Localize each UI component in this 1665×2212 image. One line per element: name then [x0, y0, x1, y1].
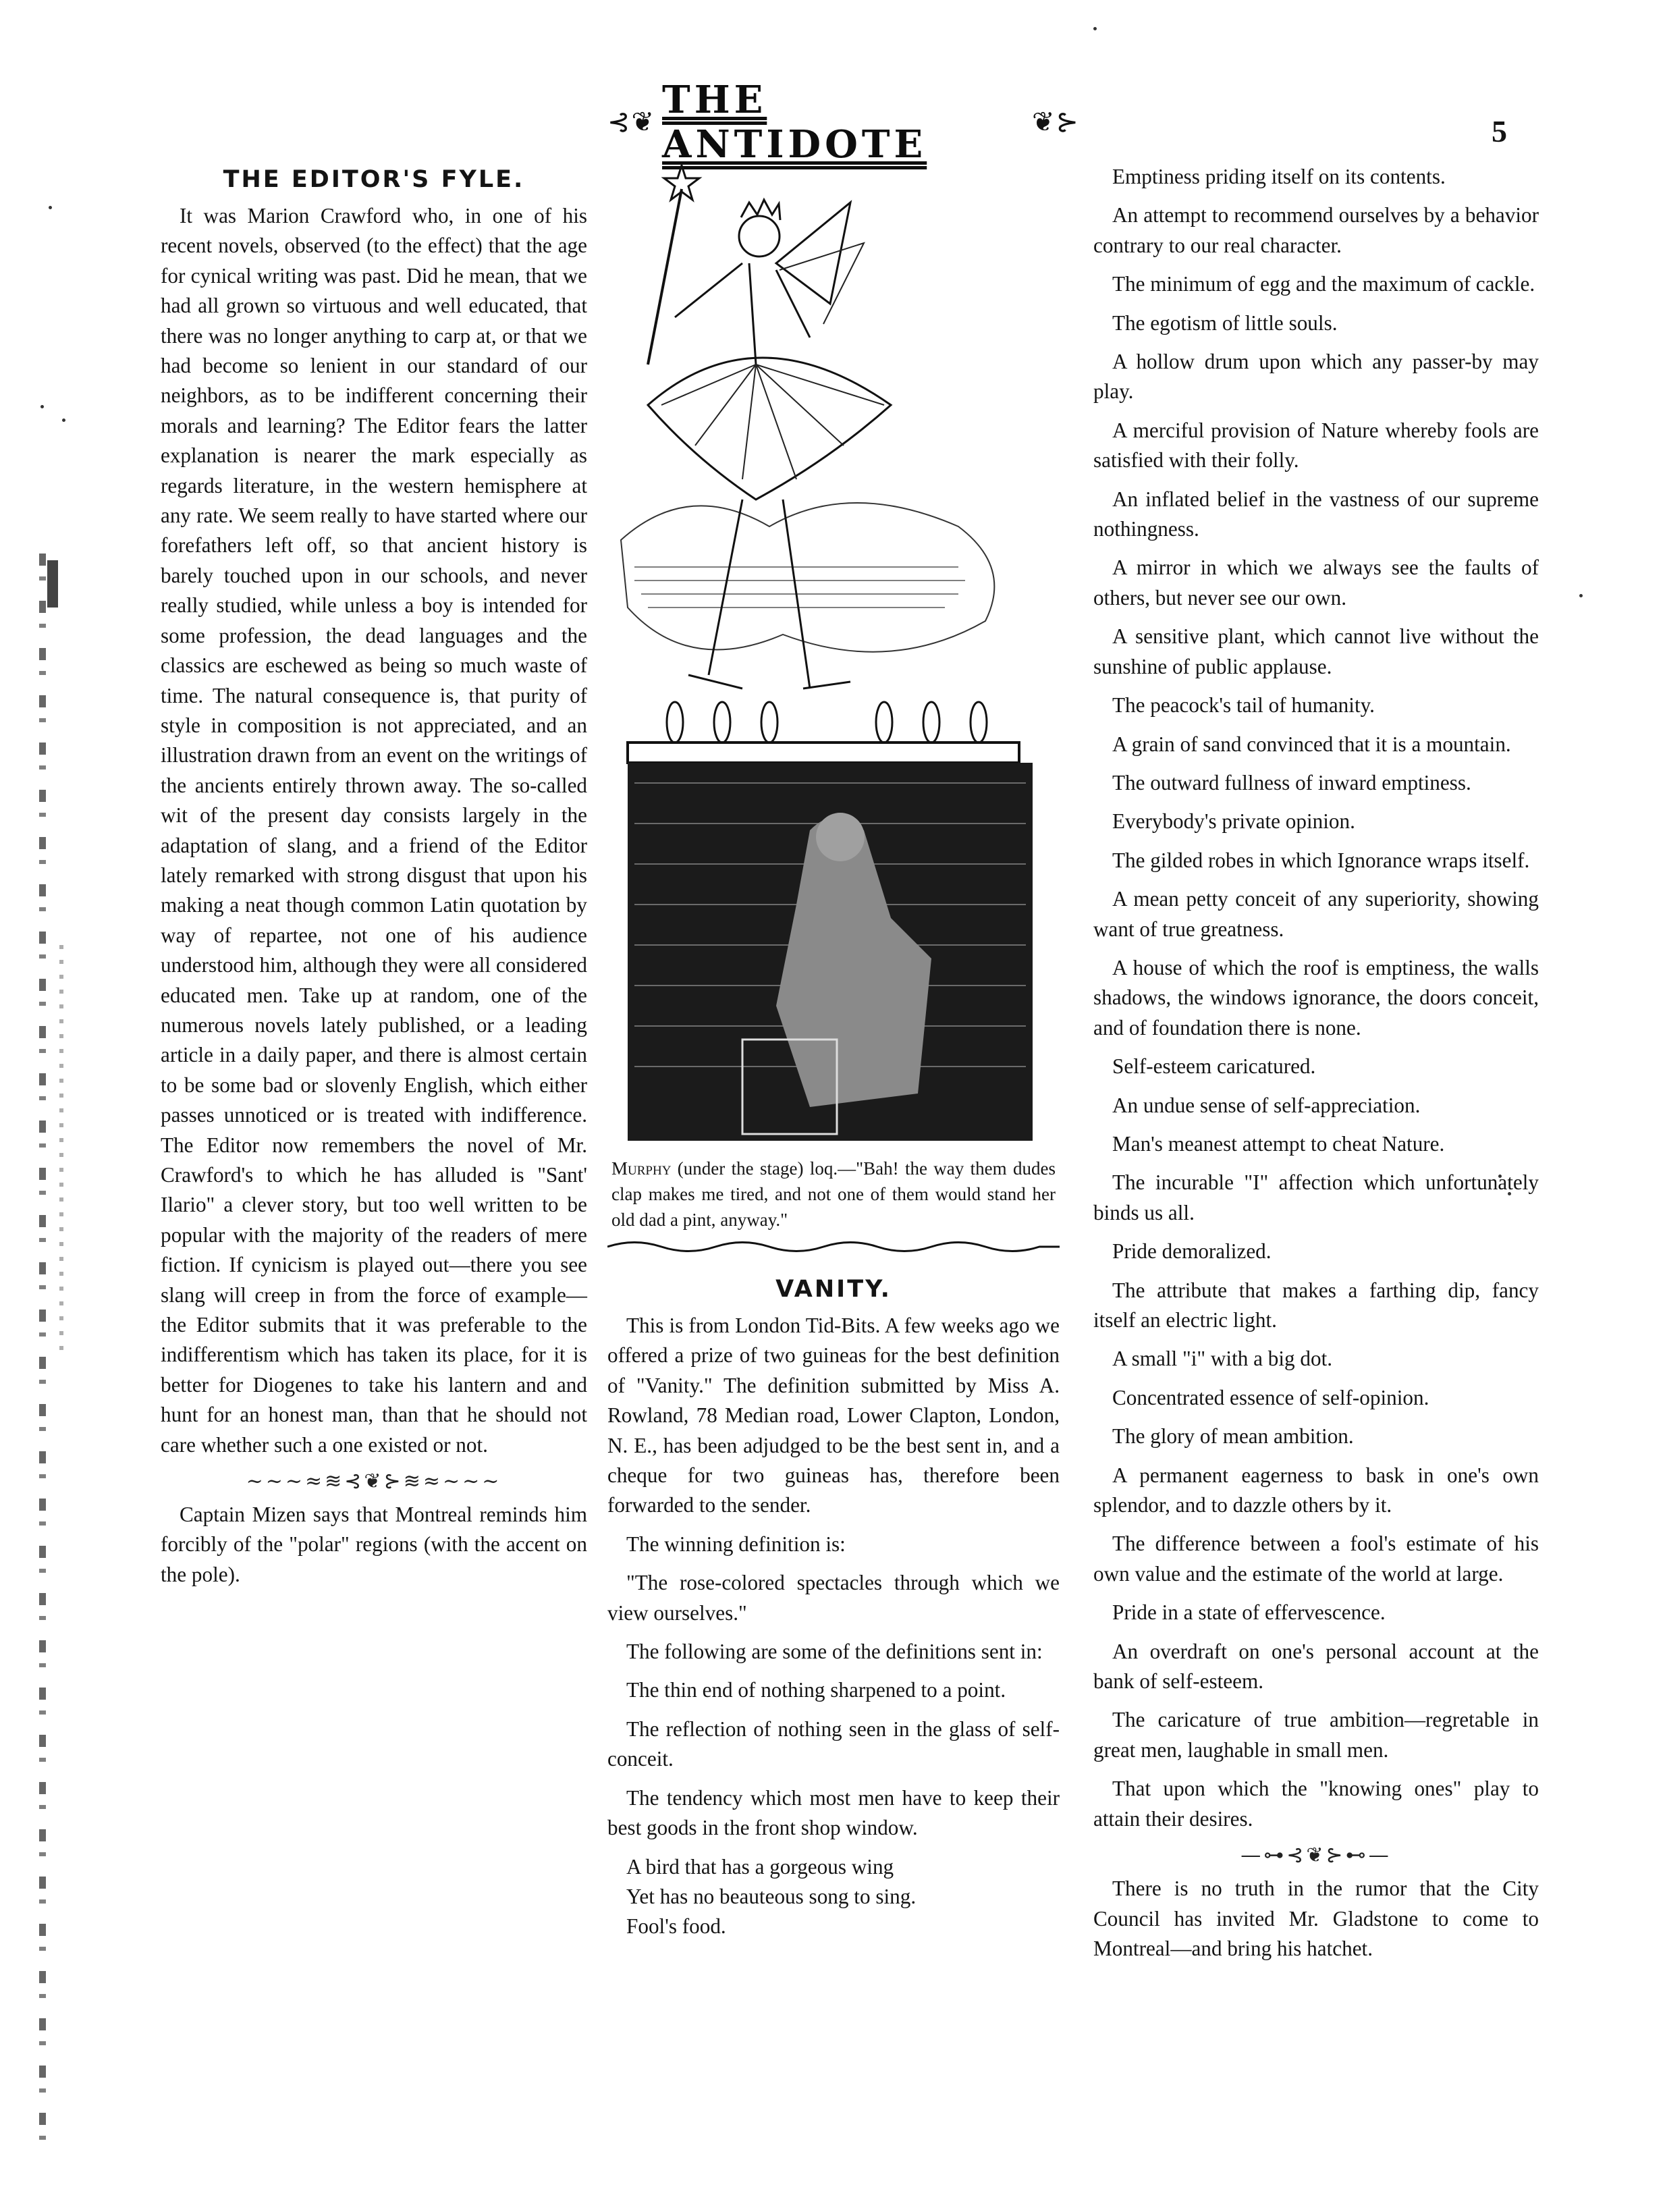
definition-item: A grain of sand convinced that it is a mountain.	[1112, 732, 1511, 756]
editors-fyle-heading: THE EDITOR'S FYLE.	[223, 166, 525, 193]
column-1	[161, 162, 587, 1596]
winning-definition: "The rose-colored spectacles through which we view ourselves."	[607, 1571, 1060, 1625]
definition-item: The reflection of nothing seen in the glass of self-conceit.	[607, 1717, 1060, 1771]
editors-fyle-article: It was Marion Crawford who, in one of his recent novels, observed (to the effect) that the age for cynical writing was past. Did he mean, that we had all grown so virtuous and well educated, that there was no longer anything to carp at, or that we had become so lenient in our standard of our neighbors, as to be indifferent concerning their morals and learning? The Editor fears the latter explanation is nearer the mark especially as regards literature, in the western hemisphere at any rate. We seem really to have started where our forefathers left off, so that ancient history is barely touched upon in our schools, and never really studied, while unless a boy is intended for some profession, the dead languages and the classics are eschewed as being so much waste of time. The natural consequence is, that purity of style in composition is not appreciated, and an illustration drawn from an event on the writings of the ancients entirely thrown away. The so-called wit of the present day consists largely in the adaptation of slang, and a friend of the Editor lately remarked with strong disgust that upon his making a neat though common Latin quotation by way of repartee, not one of his audience understood him, although they were all considered educated men. Take up at random, one of the numerous novels lately published, or a leading article in a daily paper, and there is almost certain to be some bad or slovenly English, which either passes unnoticed or is treated with indifference. The Editor now remembers the novel of Mr. Crawford's to which he has alluded is "Sant' Ilario" a clever story, but too well written to be popular with the majority of the readers of mere fiction. If cynicism is played out—there you see slang will creep in from the force of example—the Editor submits that it was preferable to the indifferentism which has taken its place, for it is better for Diogenes to take his lantern and and hunt for an honest man, than that he should not care whether such a one existed or not.	[161, 204, 587, 1457]
definition-item: An undue sense of self-appreciation.	[1112, 1093, 1421, 1117]
definition-item: A mean petty conceit of any superiority, showing want of true greatness.	[1093, 887, 1539, 941]
gladstone-note: There is no truth in the rumor that the City Council has invited Mr. Gladstone to come to Montreal—and bring his hatchet.	[1093, 1877, 1539, 1960]
definition-item: An overdraft on one's personal account at the bank of self-esteem.	[1093, 1639, 1539, 1694]
illustration-engraving	[607, 162, 1060, 1148]
page-number: 5	[1492, 114, 1507, 149]
masthead	[607, 78, 1080, 167]
vanity-intro: This is from London Tid-Bits. A few weeks ago we offered a prize of two guineas for the best definition of "Vanity." The definition submitted by Miss A. Rowland, 78 Median road, Lower Clapton, London, N. E., has been adjudged to be the best sent in, and a cheque for two guineas has, therefore been forwarded to the sender.	[607, 1314, 1060, 1517]
definition-item: An attempt to recommend ourselves by a behavior contrary to our real character.	[1093, 203, 1539, 257]
definition-item: A small "i" with a big dot.	[1112, 1347, 1333, 1371]
masthead-ornament-left: ⊰❦	[607, 107, 656, 138]
definition-item: That upon which the "knowing ones" play to attain their desires.	[1093, 1777, 1539, 1831]
masthead-ornament-right: ❦⊱	[1031, 107, 1080, 138]
couplet-line-1: A bird that has a gorgeous wing	[626, 1854, 894, 1879]
section-divider: ~~~≈≋⊰❦⊱≋≈~~~	[246, 1469, 502, 1494]
definition-item: The difference between a fool's estimate of his own value and the estimate of the world at large.	[1093, 1532, 1539, 1586]
definition-item: An inflated belief in the vastness of our supreme nothingness.	[1093, 487, 1539, 541]
winning-label: The winning definition is:	[626, 1532, 846, 1556]
illustration-caption	[611, 1156, 1056, 1233]
definition-item: The egotism of little souls.	[1112, 311, 1338, 335]
caption-speaker: Murphy	[611, 1158, 672, 1179]
wavy-rule	[607, 1238, 1060, 1256]
definition-item: A hollow drum upon which any passer-by may play.	[1093, 350, 1539, 404]
definition-item: A mirror in which we always see the faults of others, but never see our own.	[1093, 556, 1539, 610]
definition-item: A merciful provision of Nature whereby fools are satisfied with their folly.	[1093, 418, 1539, 473]
couplet-line-2: Yet has no beauteous song to sing.	[626, 1884, 917, 1908]
definition-item: Everybody's private opinion.	[1112, 809, 1355, 834]
section-divider: —⊶⊰❦⊱⊷—	[1240, 1843, 1392, 1868]
definition-item: Pride in a state of effervescence.	[1112, 1600, 1386, 1625]
definition-item: The caricature of true ambition—regretable in great men, laughable in small men.	[1093, 1708, 1539, 1762]
definition-item: A permanent eagerness to bask in one's own splendor, and to dazzle others by it.	[1093, 1463, 1539, 1517]
definition-item: The outward fullness of inward emptiness.	[1112, 770, 1471, 794]
definition-item: Self-esteem caricatured.	[1112, 1054, 1316, 1079]
definition-item: A sensitive plant, which cannot live without the sunshine of public applause.	[1093, 624, 1539, 678]
masthead-title: THE ANTIDOTE	[662, 78, 927, 167]
definition-item: The minimum of egg and the maximum of cackle.	[1112, 272, 1535, 296]
definition-item-last: Fool's food.	[626, 1914, 726, 1939]
definition-item: Man's meanest attempt to cheat Nature.	[1112, 1131, 1445, 1156]
caption-text: (under the stage) loq.—"Bah! the way them dudes clap makes me tired, and not one of them would stand her old dad a pint, anyway."	[611, 1158, 1056, 1230]
column-2	[607, 162, 1060, 1942]
definition-item: Concentrated essence of self-opinion.	[1112, 1385, 1429, 1409]
captain-mizen-note: Captain Mizen says that Montreal reminds him forcibly of the "polar" regions (with the accent on the pole).	[161, 1503, 587, 1586]
definition-item: The glory of mean ambition.	[1112, 1424, 1354, 1449]
definition-item: The attribute that makes a farthing dip, fancy itself an electric light.	[1093, 1278, 1539, 1332]
definition-item: The gilded robes in which Ignorance wraps itself.	[1112, 848, 1530, 872]
definition-item: The tendency which most men have to keep their best goods in the front shop window.	[607, 1785, 1060, 1840]
definition-item: A house of which the roof is emptiness, the walls shadows, the windows ignorance, the doors conceit, and of foundation there is none.	[1093, 955, 1539, 1040]
fairy-stage-illustration	[607, 162, 1060, 1148]
definition-item: The incurable "I" affection which unfortunately binds us all.	[1093, 1170, 1539, 1224]
definition-item: Pride demoralized.	[1112, 1239, 1272, 1264]
vanity-heading: VANITY.	[775, 1276, 892, 1303]
following-label: The following are some of the definitions sent in:	[626, 1640, 1043, 1664]
definition-item: Emptiness priding itself on its contents.	[1112, 165, 1446, 188]
definition-item: The thin end of nothing sharpened to a point.	[626, 1678, 1006, 1702]
definition-item: The peacock's tail of humanity.	[1112, 693, 1375, 718]
column-3	[1093, 162, 1539, 1972]
